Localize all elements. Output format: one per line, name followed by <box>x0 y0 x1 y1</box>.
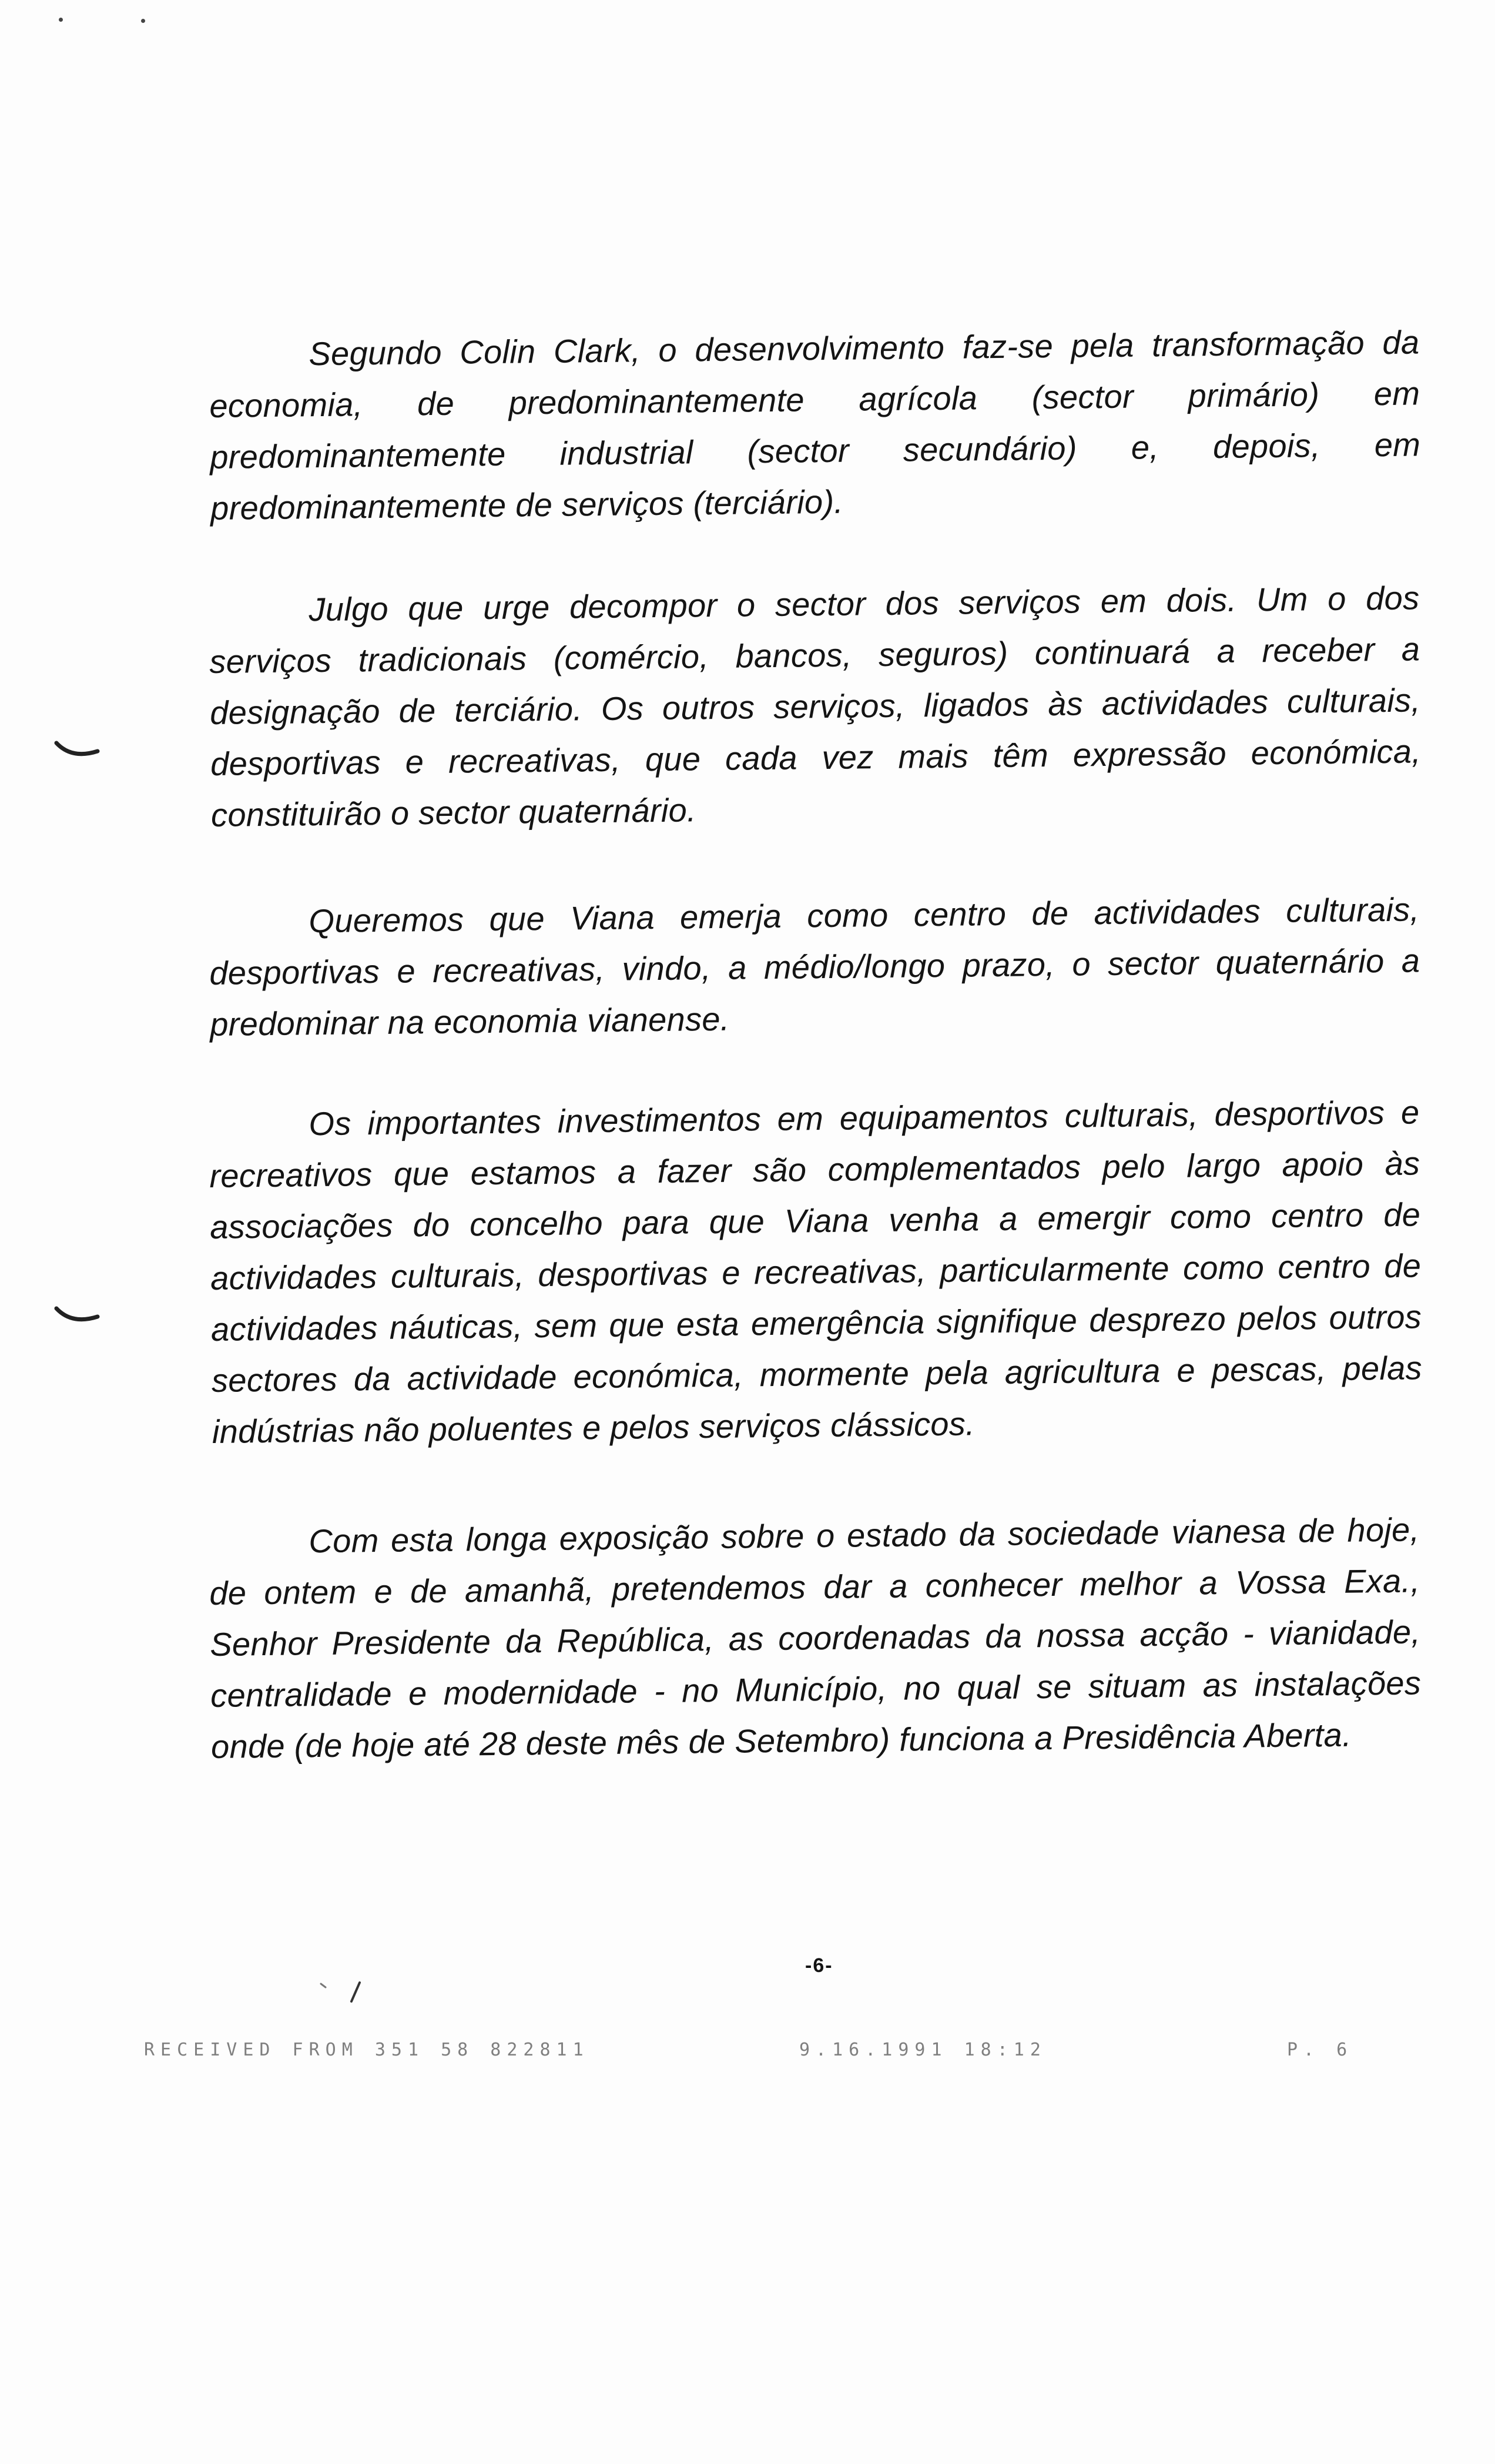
fax-header-sender: RECEIVED FROM 351 58 822811 <box>144 2040 589 2060</box>
stray-pen-mark <box>317 1978 370 2007</box>
paragraph-3: Queremos que Viana emerja como centro de actividades culturais, desportivas e recreativas, vindo, a médio/longo prazo, o sector quaternário a predominar na economia vianense. <box>209 890 1420 1043</box>
paragraph-4: Os importantes investimentos em equipamentos culturais, desportivos e recreativos que estamos a fazer são complementados pelo largo apoio às associações do concelho para que Viana venha a emergir como centro de actividades culturais, desportivas e recreativas, particularmente como centro de actividades náuticas, sem que esta emergência signifique desprezo pelos outros sectores da actividade económica, mormente pela agricultura e pescas, pelas indústrias não poluentes e pelos serviços clássicos. <box>209 1093 1423 1450</box>
hole-punch-mark-upper <box>54 739 101 763</box>
paragraph-1: Segundo Colin Clark, o desenvolvimento faz-se pela transformação da economia, de predominantemente agrícola (sector primário) em predominantemente industrial (sector secundário) e, depois, em predominantemente de serviços (terciário). <box>209 323 1421 527</box>
fax-header-page: P. 6 <box>1287 2040 1353 2060</box>
paragraph-2: Julgo que urge decompor o sector dos serviços em dois. Um o dos serviços tradicionais (comércio, bancos, seguros) continuará a receber a designação de terciário. Os outros serviços, ligados às actividades culturais, desportivas e recreativas, que cada vez mais têm expressão económica, constituirão o sector quaternário. <box>209 579 1422 833</box>
fax-header-datetime: 9.16.1991 18:12 <box>799 2040 1047 2060</box>
paragraph-5: Com esta longa exposição sobre o estado da sociedade vianesa de hoje, de ontem e de amanhã, pretendemos dar a conhecer melhor a Vossa Exa., Senhor Presidente da República, as coordenadas da nossa acção - vianidade, centralidade e modernidade - no Município, no qual se situam as instalações onde (de hoje até 28 deste mês de Setembro) funciona a Presidência Aberta. <box>209 1511 1422 1765</box>
hole-punch-mark-lower <box>54 1305 101 1328</box>
page-number: -6- <box>805 1954 833 1977</box>
scan-speck <box>59 18 63 22</box>
scan-speck <box>141 19 145 23</box>
